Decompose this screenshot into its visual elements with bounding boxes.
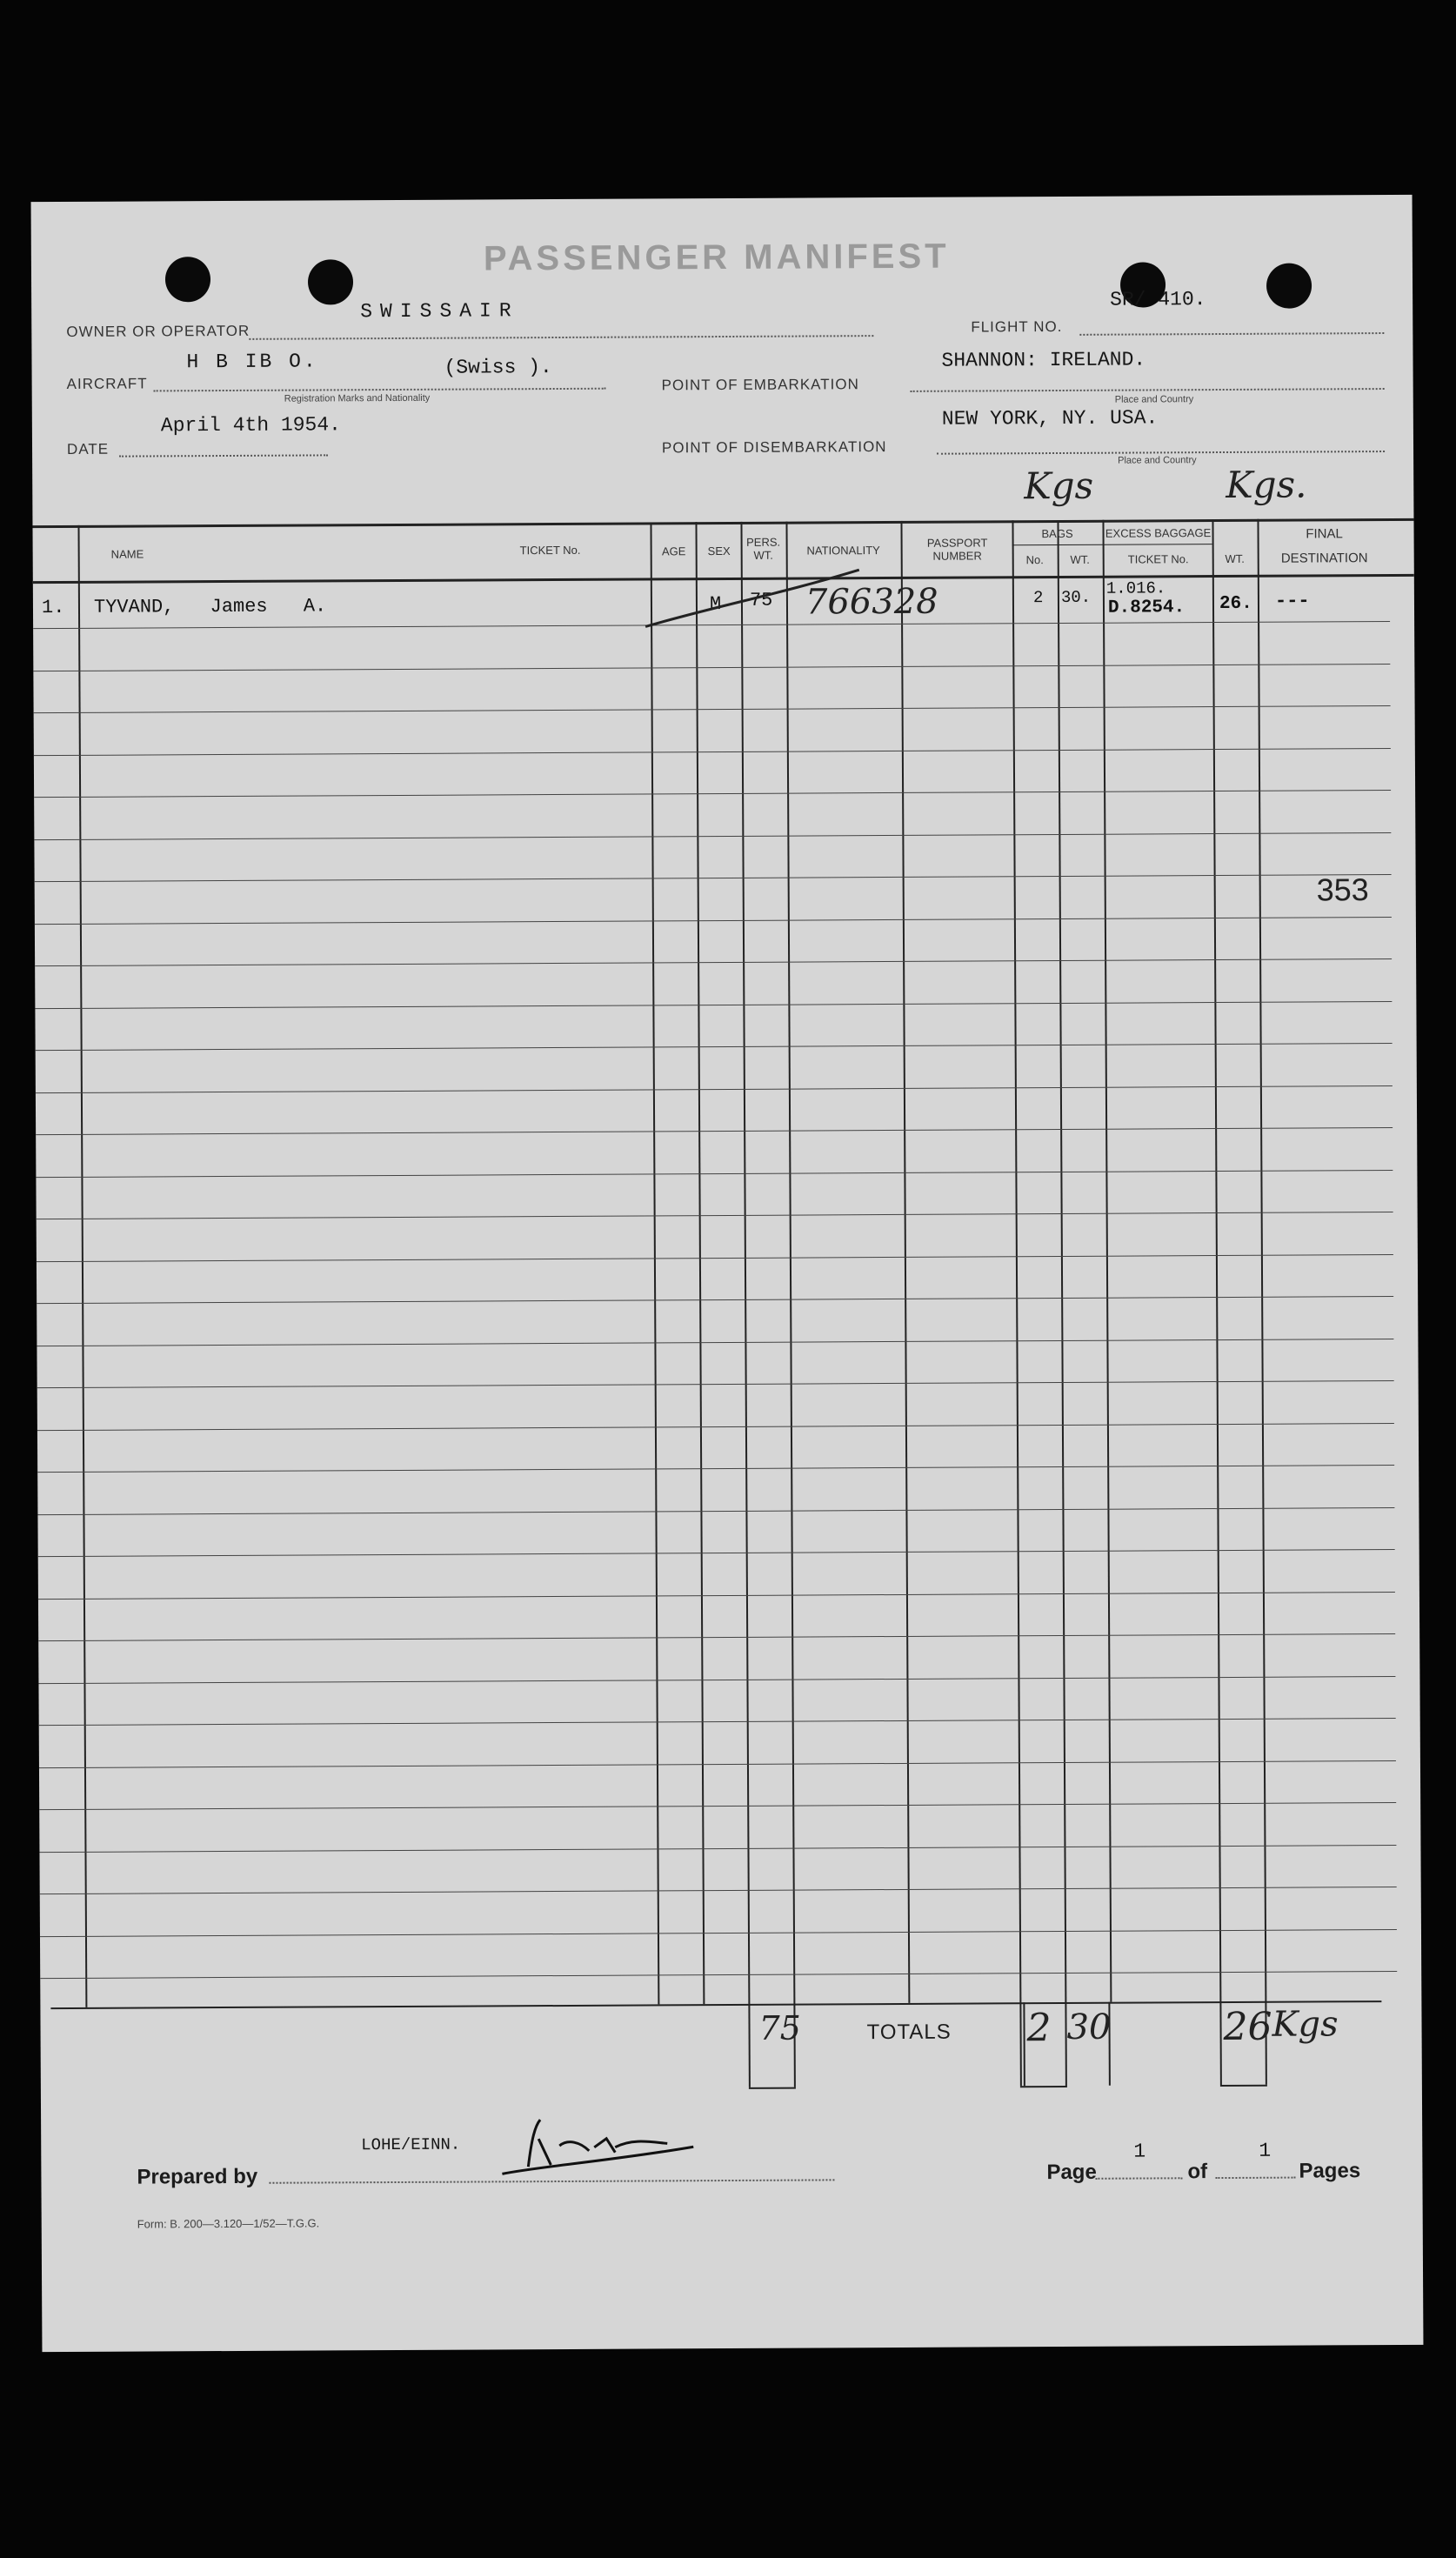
- row-rule: [37, 1212, 1393, 1219]
- row-rule: [35, 1001, 1392, 1009]
- aircraft-label: AIRCRAFT: [66, 375, 148, 392]
- passenger-excess-wt: 26.: [1219, 593, 1252, 615]
- col-sex: SEX: [707, 544, 731, 558]
- row-number: 1.: [41, 596, 65, 619]
- place-country-caption-1: Place and Country: [1114, 394, 1194, 405]
- row-rule: [34, 748, 1391, 756]
- place-country-caption-2: Place and Country: [1118, 455, 1197, 466]
- row-rule: [35, 874, 1392, 882]
- page-label: Page: [1046, 2160, 1097, 2185]
- col-final: FINAL: [1306, 526, 1343, 542]
- date-label: DATE: [66, 440, 110, 458]
- row-rule: [38, 1592, 1395, 1600]
- form-code: Form: B. 200—3.120—1/52—T.G.G.: [137, 2216, 320, 2231]
- row-rule: [37, 1465, 1394, 1473]
- passenger-sex: M: [709, 593, 722, 616]
- row-rule: [37, 1339, 1393, 1346]
- passenger-pers-wt: 75: [749, 589, 773, 611]
- row-rule: [38, 1549, 1395, 1557]
- row-rule: [34, 705, 1391, 713]
- passenger-name: TYVAND, James A.: [93, 595, 327, 618]
- col-excess-wt: WT.: [1225, 551, 1245, 565]
- row-rule: [39, 1845, 1396, 1853]
- row-rule: [40, 1971, 1397, 1979]
- row-rule: [37, 1423, 1394, 1431]
- row-rule: [40, 1887, 1397, 1894]
- total-bags-no: 2: [1026, 2006, 1052, 2051]
- row-rule: [37, 1254, 1393, 1262]
- row-rule: [39, 1718, 1396, 1726]
- totals-unit: Kgs: [1272, 2004, 1339, 2045]
- col-bags-no: No.: [1025, 553, 1044, 567]
- row-rule: [36, 1043, 1393, 1051]
- col-destination: DESTINATION: [1280, 551, 1368, 566]
- date-value: April 4th 1954.: [160, 413, 342, 437]
- row-rule: [37, 1380, 1394, 1388]
- punch-hole-left-2: [308, 259, 353, 304]
- disembarkation-label: POINT OF DISEMBARKATION: [661, 438, 887, 457]
- col-age: AGE: [661, 544, 686, 558]
- kgs-note-excess: Kgs.: [1226, 463, 1307, 506]
- col-excess-ticket: TICKET No.: [1127, 552, 1189, 566]
- pen-stroke: [642, 563, 868, 633]
- passenger-passport: 766328: [805, 581, 938, 623]
- row-rule: [38, 1676, 1395, 1684]
- col-ticket: TICKET No.: [519, 543, 581, 558]
- passenger-destination: ---: [1274, 590, 1310, 612]
- disembarkation-value: NEW YORK, NY. USA.: [941, 406, 1159, 431]
- manifest-rows: [31, 195, 1413, 202]
- row-rule: [34, 790, 1391, 798]
- passenger-bags-no: 2: [1032, 588, 1044, 608]
- row-rule: [33, 664, 1390, 671]
- passenger-excess-ticket-1: 1.016.: [1105, 578, 1166, 598]
- row-rule: [37, 1507, 1394, 1515]
- col-bags: BAGS: [1041, 526, 1073, 541]
- total-excess-wt: 26: [1223, 2004, 1272, 2050]
- row-rule: [40, 1929, 1397, 1937]
- col-bags-wt: WT.: [1070, 552, 1090, 566]
- flight-label: FLIGHT NO.: [971, 317, 1063, 336]
- totals-label: TOTALS: [866, 2020, 952, 2045]
- row-rule: [36, 1085, 1393, 1093]
- prepared-by-label: Prepared by: [137, 2164, 258, 2189]
- row-rule: [35, 958, 1392, 966]
- row-rule: [39, 1802, 1396, 1810]
- total-bags-wt: 30: [1066, 2007, 1112, 2047]
- col-nationality: NATIONALITY: [806, 544, 880, 558]
- row-rule: [35, 917, 1392, 925]
- side-number: 353: [1316, 872, 1369, 908]
- row-rule: [36, 1170, 1393, 1178]
- total-pers-wt: 75: [758, 2008, 802, 2047]
- row-rule: [37, 1296, 1393, 1304]
- col-excess: EXCESS BAGGAGE: [1105, 526, 1212, 540]
- embarkation-value: SHANNON: IRELAND.: [941, 348, 1146, 372]
- col-passport: PASSPORT NUMBER: [926, 536, 988, 563]
- owner-label: OWNER OR OPERATOR: [66, 322, 250, 340]
- row-rule: [39, 1760, 1396, 1768]
- page-total: 1: [1259, 2139, 1272, 2162]
- row-rule: [38, 1633, 1395, 1641]
- punch-hole-right-2: [1266, 263, 1312, 308]
- punch-hole-left-1: [165, 257, 210, 302]
- row-rule: [34, 832, 1391, 840]
- aircraft-nationality-value: (Swiss ).: [444, 356, 552, 379]
- of-label: of: [1187, 2160, 1208, 2184]
- embarkation-label: POINT OF EMBARKATION: [661, 376, 859, 394]
- prepared-by-value: LOHE/EINN.: [361, 2134, 461, 2155]
- passenger-excess-ticket-2: D.8254.: [1107, 598, 1186, 618]
- passenger-bags-wt: 30.: [1060, 587, 1092, 607]
- kgs-note-bags: Kgs: [1024, 464, 1094, 508]
- row-rule: [36, 1127, 1393, 1135]
- operator-value: SWISSAIR: [360, 299, 519, 324]
- registration-caption: Registration Marks and Nationality: [284, 392, 431, 404]
- col-name: NAME: [110, 547, 144, 561]
- page-number: 1: [1133, 2140, 1146, 2163]
- manifest-page: [31, 195, 1424, 2352]
- aircraft-value: H B IB O.: [186, 350, 318, 374]
- page-title: PASSENGER MANIFEST: [483, 237, 950, 278]
- flight-number-value: SR/ 410.: [1110, 288, 1206, 311]
- col-pers-wt: PERS. WT.: [746, 535, 781, 562]
- pages-label: Pages: [1299, 2159, 1361, 2183]
